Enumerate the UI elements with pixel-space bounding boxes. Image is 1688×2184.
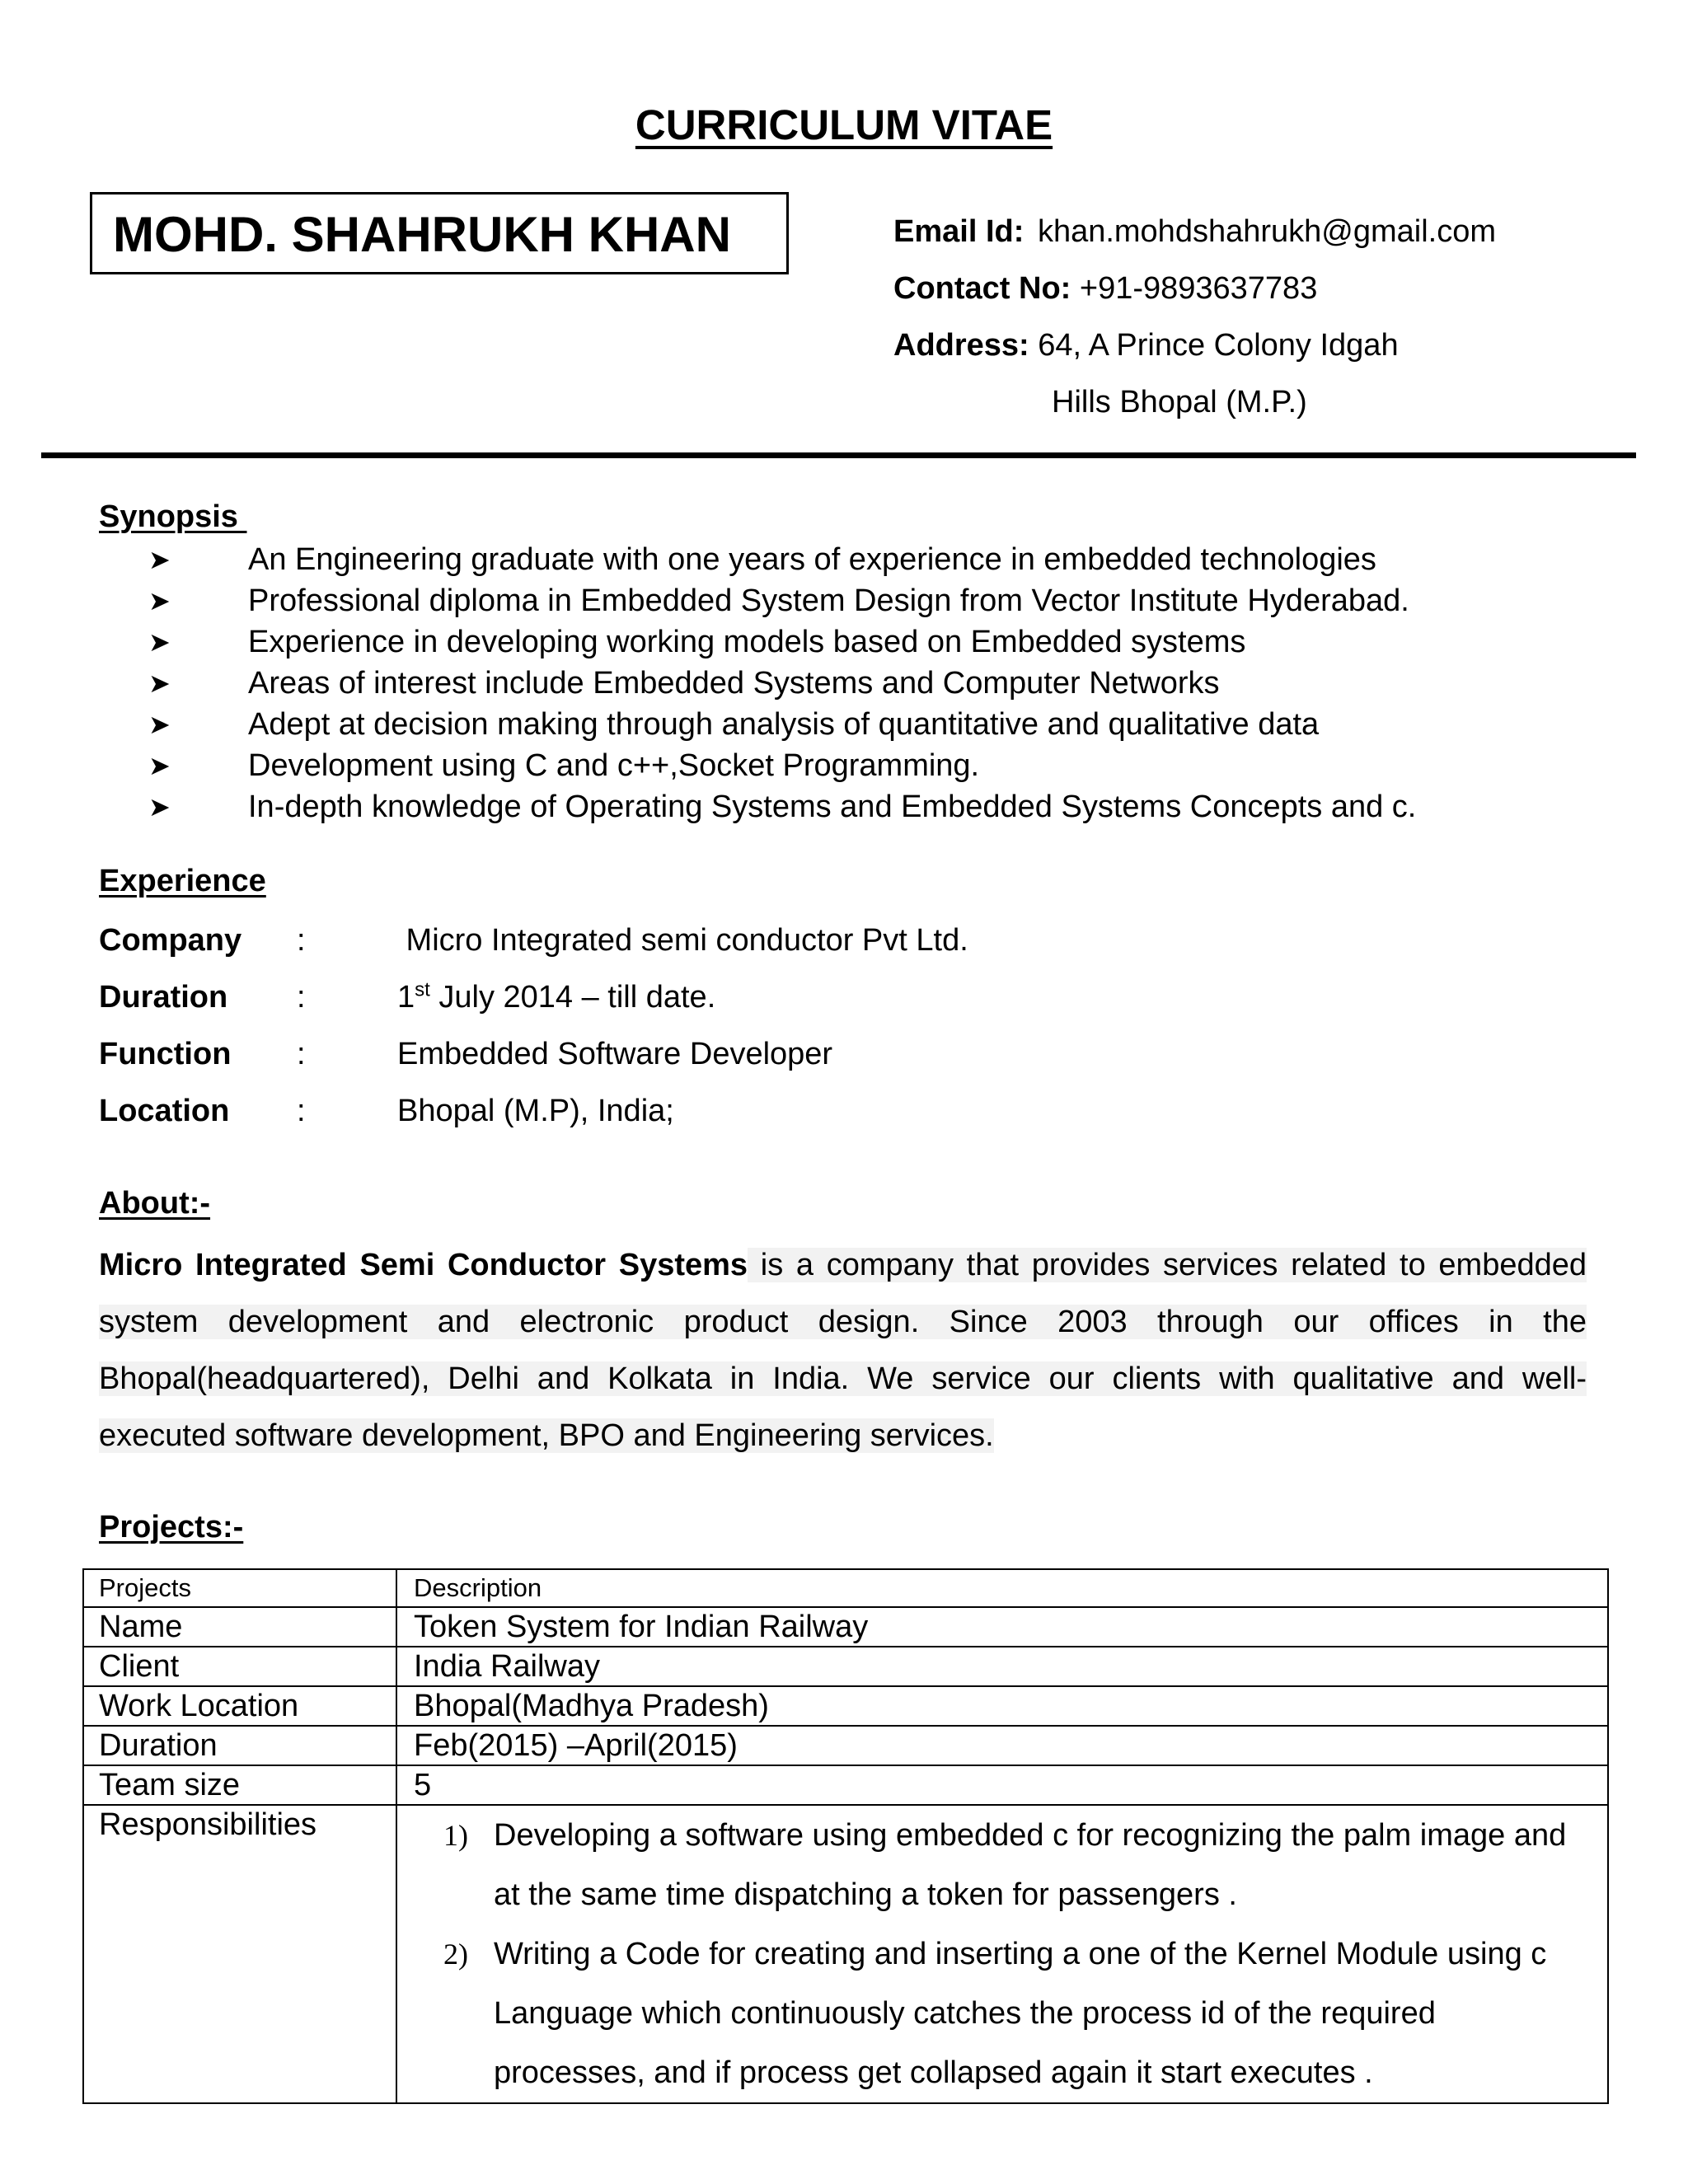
table-row	[83, 1726, 1608, 1765]
responsibilities-cell	[396, 1805, 1608, 2103]
responsibilities-list	[397, 1806, 1587, 2102]
table-header-cell: Description	[396, 1569, 1608, 1607]
synopsis-item: ➤ Development using C and c++,Socket Programming.	[99, 745, 1500, 786]
address-label: Address:	[893, 328, 1029, 363]
synopsis-item: ➤ Adept at decision making through analysis of quantitative and qualitative data	[99, 704, 1500, 745]
location-label: Location	[99, 1094, 230, 1128]
row-label: Name	[83, 1607, 396, 1647]
address-line	[893, 327, 1399, 363]
table-row-responsibilities	[83, 1805, 1608, 2103]
row-value: Bhopal(Madhya Pradesh)	[396, 1686, 1608, 1726]
table-row	[83, 1765, 1608, 1805]
address-value-line2: Hills Bhopal (M.P.)	[1052, 385, 1307, 419]
arrow-bullet-icon: ➤	[148, 668, 171, 698]
name-box	[90, 192, 789, 274]
page-title: CURRICULUM VITAE	[635, 101, 1053, 148]
function-value: Embedded Software Developer	[397, 1037, 833, 1071]
row-value: Feb(2015) –April(2015)	[396, 1726, 1608, 1765]
row-value: 5	[396, 1765, 1608, 1805]
row-value: India Railway	[396, 1647, 1608, 1686]
arrow-bullet-icon: ➤	[148, 545, 171, 574]
colon: :	[297, 923, 306, 958]
table-row	[83, 1607, 1608, 1647]
item-number: 1)	[443, 1819, 468, 1852]
table-header-cell: Projects	[83, 1569, 396, 1607]
header-divider	[41, 452, 1636, 458]
synopsis-item: ➤ Experience in developing working models based on Embedded systems	[99, 621, 1500, 663]
colon: :	[297, 980, 306, 1015]
phone-line	[893, 270, 1317, 307]
duration-label: Duration	[99, 980, 228, 1015]
about-text: is a company that provides services related to embedded system development and electronic product design. Since 2003 through our offices in the Bhopal(headquartered), Delhi and Kolkata in India. We service our clients with qualitative and well-executed software development, BPO and Engineering services.	[99, 1248, 1587, 1453]
row-value: Token System for Indian Railway	[396, 1607, 1608, 1647]
responsibility-item: 1) Developing a software using embedded c for recognizing the palm image and at the same time dispatching a token for passengers .	[397, 1806, 1587, 1924]
row-label: Client	[83, 1647, 396, 1686]
synopsis-list	[99, 539, 1500, 827]
about-company-name: Micro Integrated Semi Conductor Systems	[99, 1248, 748, 1282]
item-number: 2)	[443, 1938, 468, 1971]
email-line	[893, 213, 1496, 250]
row-label: Work Location	[83, 1686, 396, 1726]
row-label: Team size	[83, 1765, 396, 1805]
row-label: Responsibilities	[83, 1805, 396, 2103]
arrow-bullet-icon: ➤	[148, 792, 171, 822]
email-value: khan.mohdshahrukh@gmail.com	[1037, 214, 1497, 249]
about-paragraph	[99, 1237, 1587, 1465]
arrow-bullet-icon: ➤	[148, 751, 171, 780]
address-value-line1: 64, A Prince Colony Idgah	[1038, 328, 1399, 363]
responsibility-item: 2) Writing a Code for creating and inserting a one of the Kernel Module using c Language which continuously catches the process id of the required processes, and if process get collapsed again it start executes .	[397, 1924, 1587, 2102]
table-row	[83, 1647, 1608, 1686]
phone-label: Contact No:	[893, 271, 1071, 306]
candidate-name: MOHD. SHAHRUKH KHAN	[113, 207, 731, 262]
company-label: Company	[99, 923, 242, 958]
synopsis-item: ➤ Professional diploma in Embedded System Design from Vector Institute Hyderabad.	[99, 580, 1500, 621]
experience-heading: Experience	[99, 864, 266, 898]
synopsis-item: ➤ An Engineering graduate with one years of experience in embedded technologies	[99, 539, 1500, 580]
table-header-row	[83, 1569, 1608, 1607]
phone-value: +91-9893637783	[1079, 271, 1318, 306]
arrow-bullet-icon: ➤	[148, 627, 171, 657]
colon: :	[297, 1094, 306, 1128]
function-label: Function	[99, 1037, 232, 1071]
colon: :	[297, 1037, 306, 1071]
projects-table	[82, 1568, 1609, 2104]
row-label: Duration	[83, 1726, 396, 1765]
projects-heading: Projects:-	[99, 1510, 244, 1544]
duration-value: 1st July 2014 – till date.	[397, 978, 716, 1015]
synopsis-item: ➤ Areas of interest include Embedded Systems and Computer Networks	[99, 663, 1500, 704]
email-label: Email Id:	[893, 214, 1025, 249]
about-heading: About:-	[99, 1186, 211, 1221]
synopsis-heading: Synopsis	[99, 499, 247, 534]
location-value: Bhopal (M.P), India;	[397, 1094, 674, 1128]
table-row	[83, 1686, 1608, 1726]
synopsis-item: ➤ In-depth knowledge of Operating Systems and Embedded Systems Concepts and c.	[99, 786, 1500, 827]
company-value: Micro Integrated semi conductor Pvt Ltd.	[397, 923, 968, 958]
arrow-bullet-icon: ➤	[148, 710, 171, 739]
arrow-bullet-icon: ➤	[148, 586, 171, 616]
